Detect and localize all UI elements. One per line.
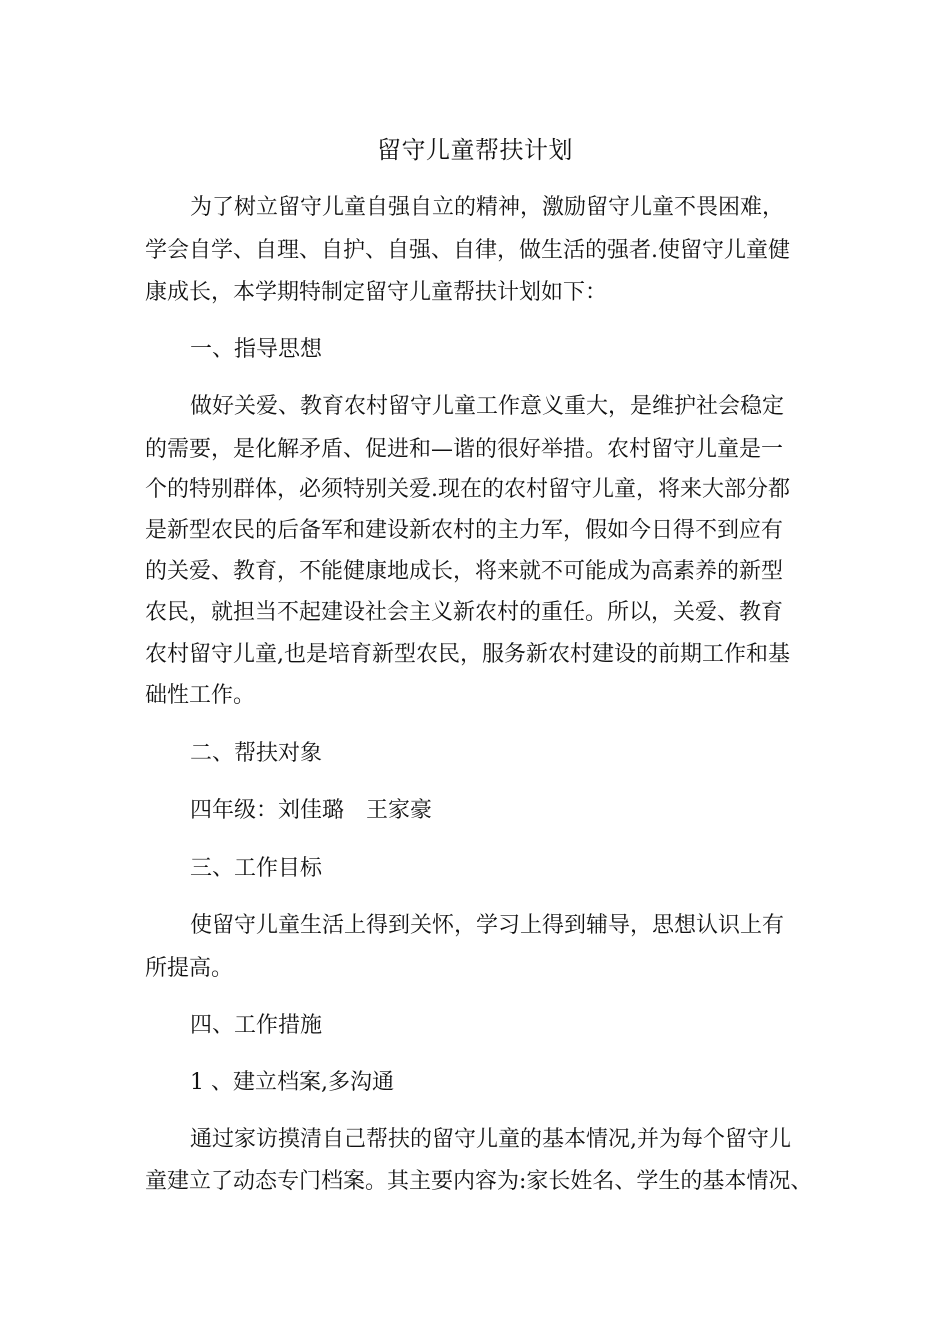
section-heading: 四、工作措施: [190, 1013, 323, 1038]
paragraph-line: 做好关爱、教育农村留守儿童工作意义重大，是维护社会稳定: [190, 394, 785, 419]
paragraph-line: 童建立了动态专门档案。其主要内容为:家长姓名、学生的基本情况、: [145, 1169, 813, 1194]
section-heading: 三、工作目标: [190, 856, 323, 881]
subsection-heading: 1 、建立档案,多沟通: [190, 1070, 394, 1095]
paragraph-line: 是新型农民的后备军和建设新农村的主力军，假如今日得不到应有: [145, 518, 784, 543]
paragraph-line: 的需要，是化解矛盾、促进和—谐的很好举措。农村留守儿童是一: [145, 437, 784, 462]
paragraph-line: 康成长，本学期特制定留守儿童帮扶计划如下：: [145, 280, 608, 305]
target-students: 四年级：刘佳璐 王家豪: [190, 798, 433, 823]
paragraph-line: 为了树立留守儿童自强自立的精神，激励留守儿童不畏困难，: [190, 195, 785, 220]
paragraph-line: 个的特别群体，必须特别关爱.现在的农村留守儿童，将来大部分都: [145, 477, 790, 502]
section-heading: 一、指导思想: [190, 337, 323, 362]
document-title: 留守儿童帮扶计划: [377, 136, 573, 164]
paragraph-line: 所提高。: [145, 956, 234, 981]
paragraph-line: 农村留守儿童,也是培育新型农民，服务新农村建设的前期工作和基: [145, 642, 790, 667]
paragraph-line: 的关爱、教育，不能健康地成长，将来就不可能成为高素养的新型: [145, 559, 784, 584]
paragraph-line: 础性工作。: [145, 683, 256, 708]
paragraph-line: 使留守儿童生活上得到关怀，学习上得到辅导，思想认识上有: [190, 913, 785, 938]
section-heading: 二、帮扶对象: [190, 741, 323, 766]
paragraph-line: 学会自学、自理、自护、自强、自律，做生活的强者.使留守儿童健: [145, 238, 790, 263]
paragraph-line: 农民，就担当不起建设社会主义新农村的重任。所以，关爱、教育: [145, 600, 784, 625]
paragraph-line: 通过家访摸清自己帮扶的留守儿童的基本情况,并为每个留守儿: [190, 1127, 791, 1152]
